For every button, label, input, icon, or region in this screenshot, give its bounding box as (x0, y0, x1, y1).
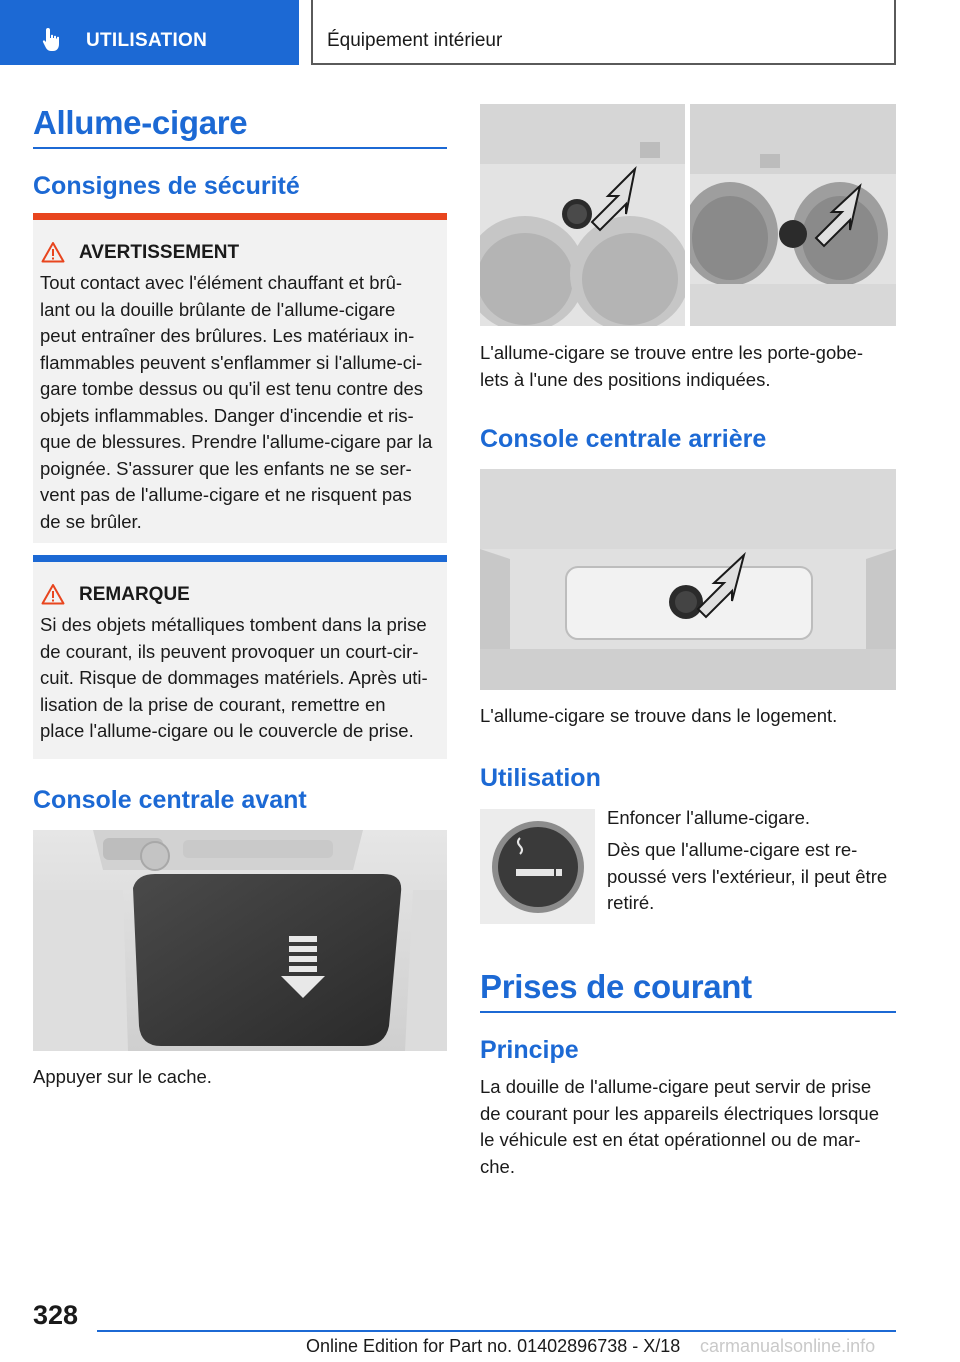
warning-line: que de blessures. Prendre l'allume-cigare par la (40, 431, 433, 452)
rear-console-heading: Console centrale arrière (480, 425, 767, 453)
use-step-1: Enfoncer l'allume-cigare. (607, 807, 811, 828)
notice-box (33, 555, 447, 759)
notice-text (40, 612, 444, 745)
principle-text (480, 1074, 896, 1180)
caption-line: lets à l'une des positions indiquées. (480, 368, 771, 390)
notice-line: place l'allume-cigare ou le couvercle de prise. (40, 720, 414, 741)
cupholder-photo-1 (480, 104, 685, 326)
cupholder-photo-2 (690, 104, 896, 326)
sockets-title: Prises de courant (480, 968, 752, 1005)
warning-line: de se brûler. (40, 510, 142, 532)
location-caption (480, 340, 896, 393)
warning-line: gare tombe dessus ou qu'il est tenu contre des (40, 378, 424, 399)
notice-title: REMARQUE (79, 584, 190, 605)
step-line: poussé vers l'extérieur, il peut être (607, 865, 888, 887)
notice-line: lisation de la prise de courant, remettre en (40, 693, 386, 715)
principle-line: La douille de l'allume-cigare peut servir de prise (480, 1076, 872, 1097)
hand-pointer-icon (40, 26, 66, 52)
rear-console-photo (480, 469, 896, 690)
principle-heading: Principe (480, 1036, 579, 1064)
warning-line: vent pas de l'allume-cigare et ne risquent pas (40, 484, 412, 505)
caption-line: L'allume-cigare se trouve entre les porte-gobe- (480, 342, 863, 363)
warning-triangle-icon (41, 583, 65, 605)
watermark: carmanualsonline.info (700, 1336, 876, 1356)
warning-box (33, 213, 447, 543)
warning-line: lant ou la douille brûlante de l'allume-cigare (40, 298, 396, 320)
warning-triangle-icon (41, 241, 65, 263)
notice-line: Si des objets métalliques tombent dans la prise (40, 614, 427, 635)
cupholder-illustration-2 (690, 104, 896, 326)
rear-console-illustration (480, 469, 896, 690)
rear-console-caption: L'allume-cigare se trouve dans le logement. (480, 705, 838, 726)
cigarette-symbol-icon (480, 809, 595, 924)
front-console-photo (33, 830, 447, 1051)
title-rule (33, 147, 447, 149)
warning-title: AVERTISSEMENT (79, 242, 240, 263)
lighter-button-photo (480, 809, 595, 924)
section-tab[interactable] (0, 0, 299, 65)
principle-line: le véhicule est en état opérationnel ou de mar- (480, 1129, 861, 1150)
edition-text: Online Edition for Part no. 01402896738 - X/18 (306, 1336, 681, 1356)
step-line: Dès que l'allume-cigare est re- (607, 839, 858, 860)
chapter-header (311, 0, 896, 65)
step-line: retiré. (607, 892, 655, 913)
safety-heading: Consignes de sécurité (33, 172, 300, 200)
front-console-illustration (33, 830, 447, 1051)
warning-bar (33, 213, 447, 220)
front-console-caption: Appuyer sur le cache. (33, 1066, 212, 1087)
use-heading: Utilisation (480, 764, 601, 792)
page-number: 328 (33, 1300, 79, 1330)
footer-rule (97, 1330, 896, 1332)
principle-line: che. (480, 1155, 515, 1177)
warning-line: Tout contact avec l'élément chauffant et brû- (40, 272, 403, 293)
notice-line: de courant, ils peuvent provoquer un court-cir- (40, 640, 419, 662)
warning-line: peut entraîner des brûlures. Les matériaux in- (40, 325, 415, 346)
sockets-rule (480, 1011, 896, 1013)
warning-line: poignée. S'assurer que les enfants ne se ser- (40, 457, 412, 479)
section-tab-label: UTILISATION (86, 30, 208, 51)
notice-bar (33, 555, 447, 562)
chapter-title: Équipement intérieur (327, 30, 503, 51)
page-title: Allume-cigare (33, 104, 248, 141)
front-console-heading: Console centrale avant (33, 786, 307, 814)
principle-line: de courant pour les appareils électriques lorsque (480, 1102, 880, 1124)
warning-line: objets inflammables. Danger d'incendie et ris- (40, 404, 414, 426)
warning-line: flammables peuvent s'enflammer si l'allume-ci- (40, 351, 423, 373)
warning-text (40, 270, 444, 535)
cupholder-illustration-1 (480, 104, 685, 326)
notice-line: cuit. Risque de dommages matériels. Après uti- (40, 667, 428, 688)
use-step-2 (607, 837, 902, 917)
